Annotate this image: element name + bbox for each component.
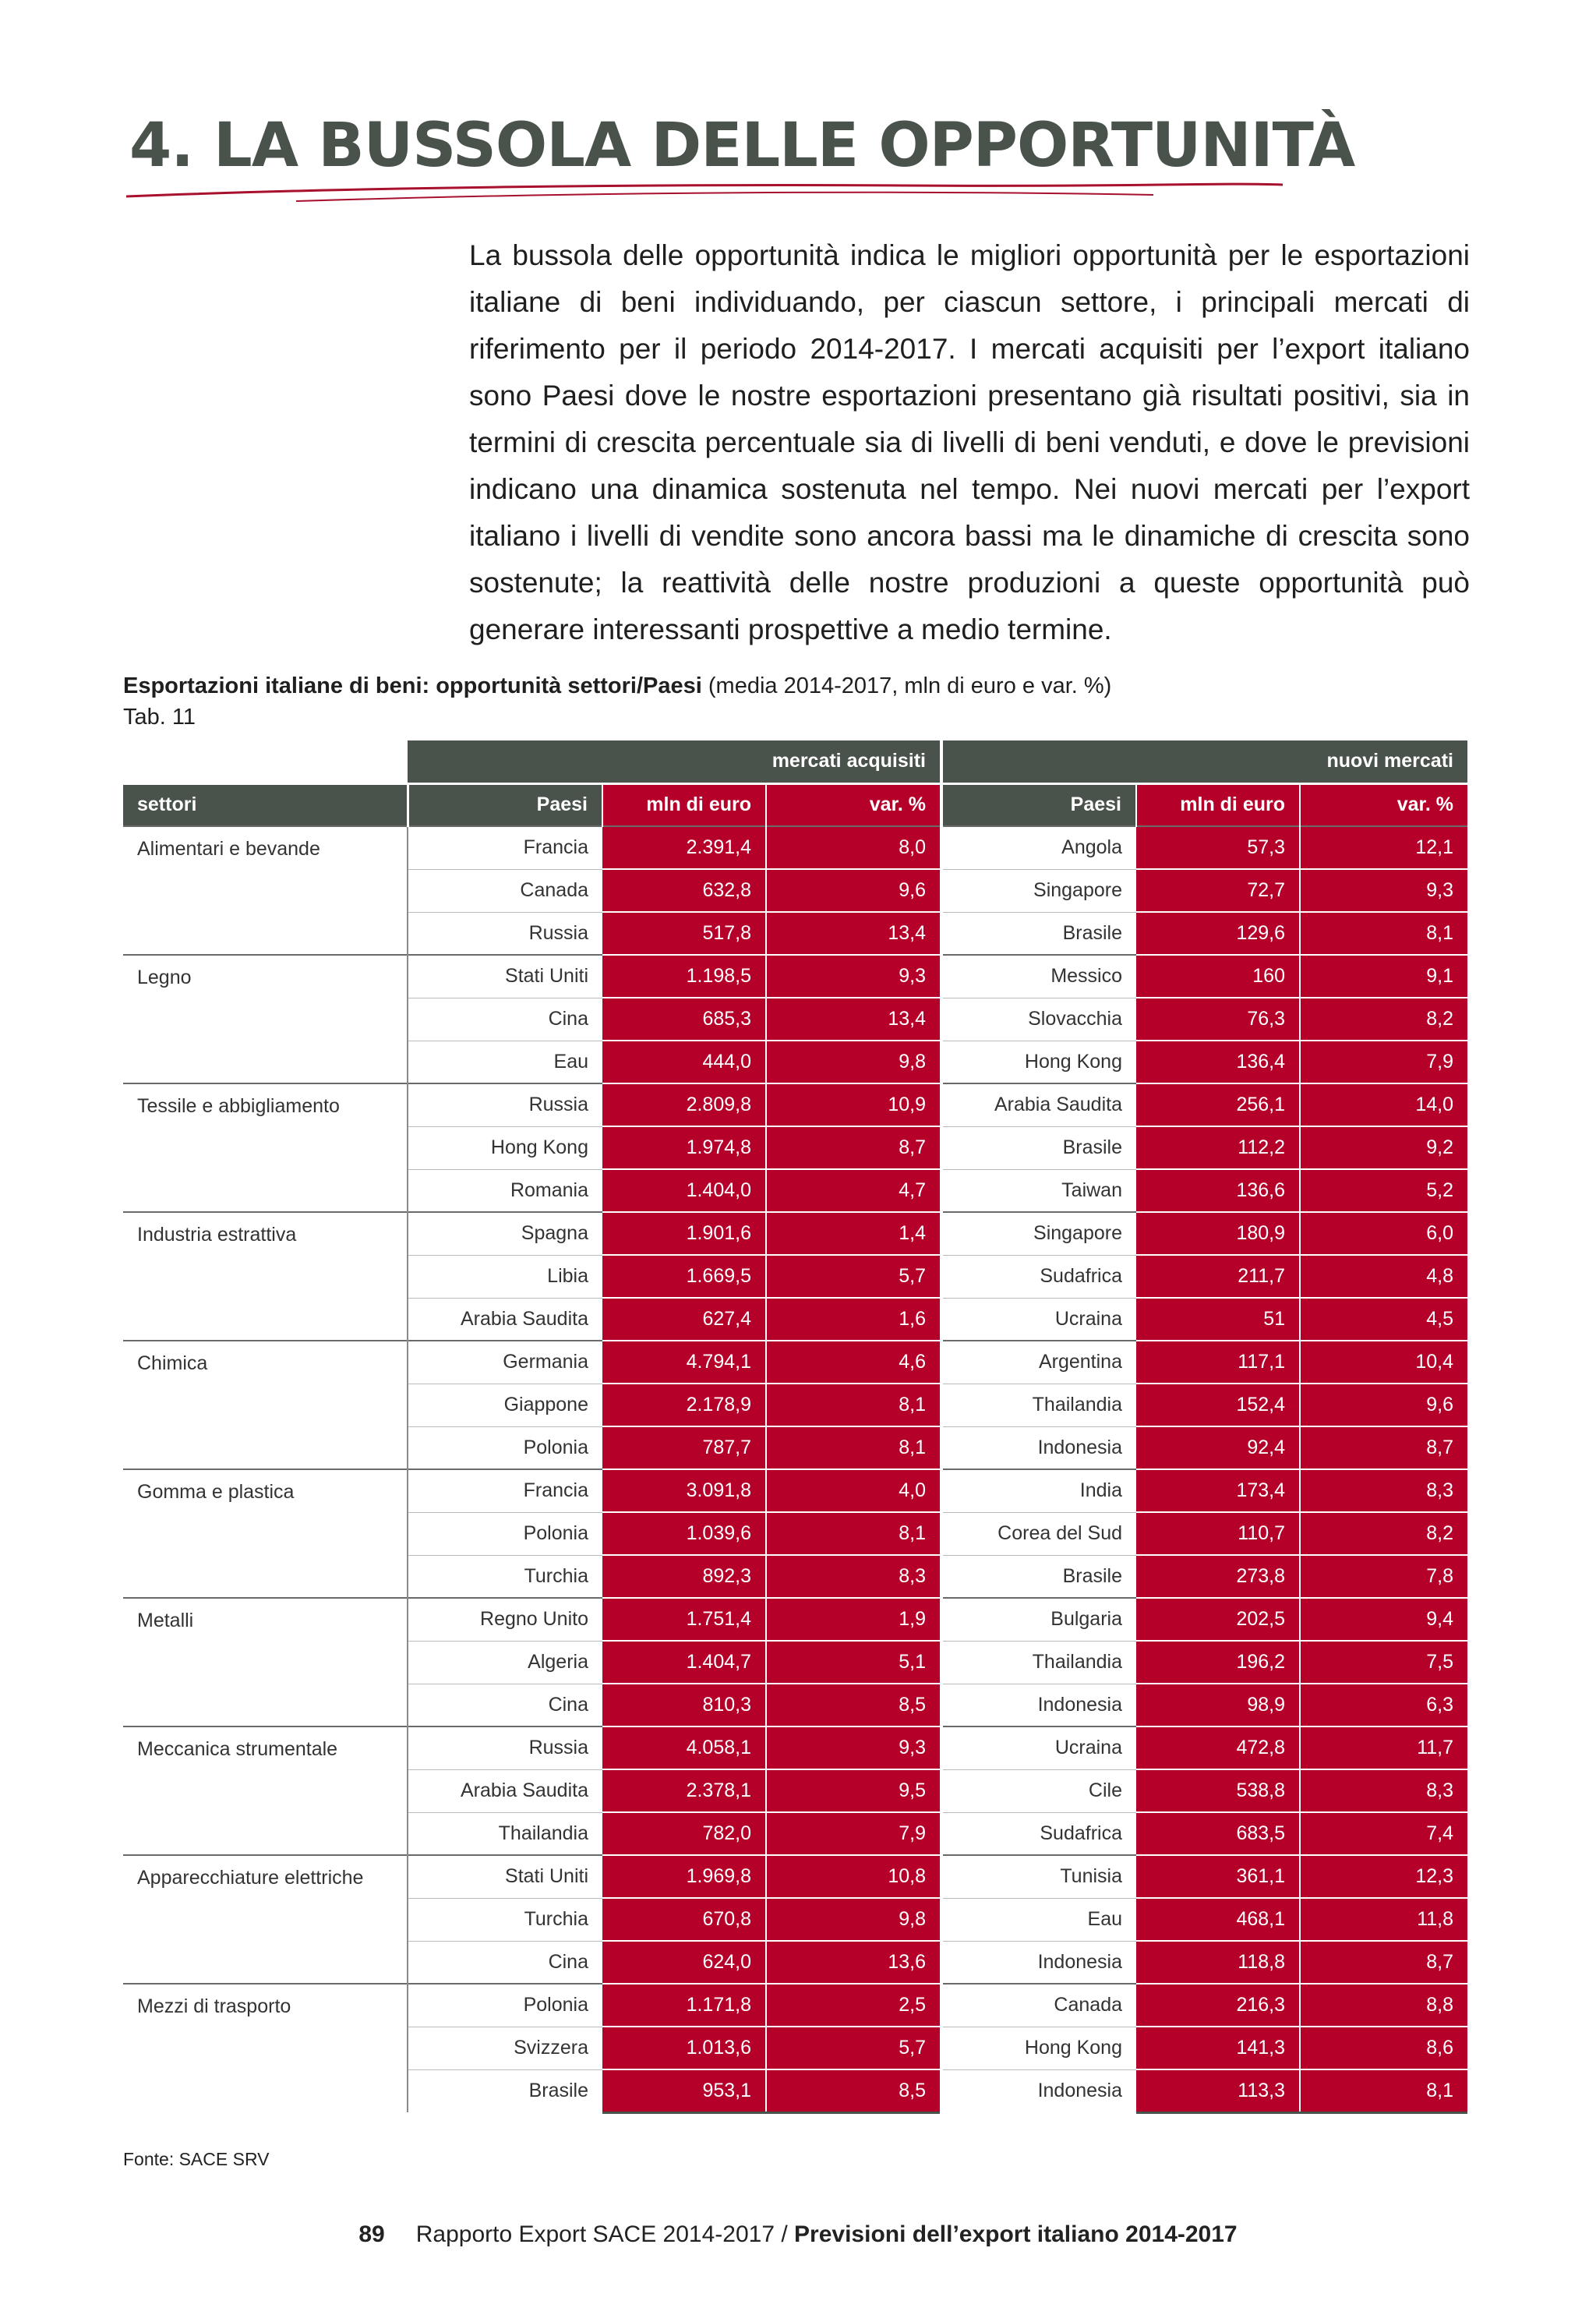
acquired-country: Francia	[408, 826, 602, 869]
acquired-var: 13,6	[766, 1941, 941, 1984]
acquired-var: 8,7	[766, 1126, 941, 1169]
acquired-value: 1.751,4	[602, 1598, 766, 1641]
new-var: 7,5	[1300, 1641, 1467, 1684]
sector-name: Chimica	[123, 1341, 408, 1469]
acquired-country: Russia	[528, 921, 588, 944]
acquired-country: Cina	[408, 998, 602, 1041]
acquired-country: Stati Uniti	[408, 955, 602, 998]
acquired-country: Thailandia	[498, 1822, 588, 1844]
acquired-var: 13,4	[766, 998, 941, 1041]
title-underline	[125, 181, 1286, 204]
table-caption	[123, 672, 1111, 700]
new-value: 256,1	[1136, 1083, 1300, 1126]
new-var: 11,7	[1300, 1726, 1467, 1769]
new-value: 112,2	[1136, 1126, 1300, 1169]
new-country: Brasile	[941, 1126, 1136, 1169]
new-var: 4,5	[1300, 1298, 1467, 1341]
acquired-var: 1,6	[766, 1298, 941, 1341]
sector-name: Meccanica strumentale	[123, 1726, 408, 1855]
new-country: Cile	[941, 1769, 1136, 1812]
new-country: Eau	[941, 1898, 1136, 1941]
acquired-value: 517,8	[602, 912, 766, 955]
acquired-value: 1.669,5	[602, 1255, 766, 1298]
acquired-var: 9,6	[766, 869, 941, 912]
new-country: Sudafrica	[941, 1255, 1136, 1298]
acquired-value: 4.794,1	[602, 1341, 766, 1384]
new-value: 211,7	[1136, 1255, 1300, 1298]
group-header-acquired: mercati acquisiti	[408, 740, 941, 783]
acquired-var: 13,4	[766, 912, 941, 955]
new-country: Indonesia	[941, 1684, 1136, 1726]
acquired-country: Russia	[408, 1083, 602, 1126]
col-header-value-acquired: mln di euro	[602, 783, 766, 826]
new-value: 51	[1136, 1298, 1300, 1341]
acquired-var: 2,5	[766, 1984, 941, 2027]
new-country: Hong Kong	[941, 1041, 1136, 1083]
acquired-value: 1.969,8	[602, 1855, 766, 1898]
sector-name: Gomma e plastica	[123, 1469, 408, 1598]
new-var: 12,3	[1300, 1855, 1467, 1898]
opportunities-table	[123, 740, 1467, 2114]
new-var: 8,6	[1300, 2027, 1467, 2069]
new-var: 8,1	[1300, 912, 1467, 955]
acquired-country: Algeria	[408, 1641, 602, 1684]
sector-name: Legno	[123, 955, 408, 1083]
acquired-country: Giappone	[408, 1384, 602, 1426]
column-header-row	[123, 783, 1467, 826]
table-row	[123, 1855, 1467, 1898]
intro-paragraph: La bussola delle opportunità indica le migliori opportunità per le esportazioni italiane di beni individuando, per ciascun settore, i principali mercati di riferimento per il periodo 2014-2017. I mercati acquisiti per l’export italiano sono Paesi dove le nostre esportazioni presentano già risultati positivi, sia in termini di crescita percentuale sia di livelli di beni venduti, e dove le previsioni indicano una dinamica sostenuta nel tempo. Nei nuovi mercati per l’export italiano i livelli di vendite sono ancora bassi ma le dinamiche di crescita sono sostenute; la reattività delle nostre produzioni a queste opportunità può generare interessanti prospettive a medio termine.	[469, 239, 1470, 645]
new-value: 113,3	[1136, 2069, 1300, 2112]
acquired-country: Turchia	[524, 1564, 588, 1587]
new-value: 136,6	[1136, 1169, 1300, 1212]
acquired-var: 8,3	[766, 1555, 941, 1598]
new-country: Angola	[941, 826, 1136, 869]
table-caption-title: Esportazioni italiane di beni: opportunità settori/Paesi	[123, 673, 702, 698]
col-header-sector: settori	[123, 783, 408, 826]
acquired-value: 810,3	[602, 1684, 766, 1726]
new-value: 538,8	[1136, 1769, 1300, 1812]
acquired-var: 9,3	[766, 1726, 941, 1769]
table-row	[123, 1726, 1467, 1769]
acquired-value: 892,3	[602, 1555, 766, 1598]
new-value: 118,8	[1136, 1941, 1300, 1984]
new-value: 202,5	[1136, 1598, 1300, 1641]
group-header-new: nuovi mercati	[941, 740, 1467, 783]
acquired-value: 1.039,6	[602, 1512, 766, 1555]
col-header-var-acquired: var. %	[766, 783, 941, 826]
acquired-value: 627,4	[602, 1298, 766, 1341]
new-var: 9,6	[1300, 1384, 1467, 1426]
acquired-country: Francia	[408, 1469, 602, 1512]
acquired-value: 670,8	[602, 1898, 766, 1941]
sector-name: Tessile e abbigliamento	[123, 1083, 408, 1212]
new-var: 7,4	[1300, 1812, 1467, 1855]
new-country: Ucraina	[941, 1298, 1136, 1341]
new-var: 11,8	[1300, 1898, 1467, 1941]
new-value: 152,4	[1136, 1384, 1300, 1426]
acquired-country: Germania	[408, 1341, 602, 1384]
acquired-var: 5,1	[766, 1641, 941, 1684]
group-header-spacer	[123, 740, 408, 783]
acquired-var: 8,5	[766, 2069, 941, 2112]
new-var: 9,3	[1300, 869, 1467, 912]
new-country: Arabia Saudita	[941, 1083, 1136, 1126]
new-country: Messico	[941, 955, 1136, 998]
new-value: 117,1	[1136, 1341, 1300, 1384]
acquired-value: 444,0	[602, 1041, 766, 1083]
new-value: 76,3	[1136, 998, 1300, 1041]
new-value: 180,9	[1136, 1212, 1300, 1255]
new-value: 468,1	[1136, 1898, 1300, 1941]
acquired-var: 8,1	[766, 1384, 941, 1426]
table-row	[123, 1341, 1467, 1384]
acquired-country: Cina	[548, 1693, 588, 1716]
new-country: India	[941, 1469, 1136, 1512]
acquired-value: 685,3	[602, 998, 766, 1041]
new-country: Indonesia	[941, 2069, 1136, 2112]
acquired-country: Canada	[408, 869, 602, 912]
new-country: Canada	[941, 1984, 1136, 2027]
new-var: 8,7	[1300, 1941, 1467, 1984]
group-header-row	[123, 740, 1467, 783]
acquired-value: 1.974,8	[602, 1126, 766, 1169]
acquired-country: Regno Unito	[408, 1598, 602, 1641]
acquired-country: Arabia Saudita	[408, 1769, 602, 1812]
acquired-country: Cina	[548, 1950, 588, 1973]
sector-name: Alimentari e bevande	[123, 826, 408, 955]
acquired-country: Stati Uniti	[408, 1855, 602, 1898]
new-var: 14,0	[1300, 1083, 1467, 1126]
acquired-var: 4,0	[766, 1469, 941, 1512]
col-header-value-new: mln di euro	[1136, 783, 1300, 826]
new-country: Hong Kong	[941, 2027, 1136, 2069]
acquired-country: Polonia	[408, 1512, 602, 1555]
new-value: 361,1	[1136, 1855, 1300, 1898]
new-value: 136,4	[1136, 1041, 1300, 1083]
acquired-value: 2.391,4	[602, 826, 766, 869]
acquired-value: 2.178,9	[602, 1384, 766, 1426]
col-header-countries-acquired: Paesi	[408, 783, 602, 826]
acquired-var: 8,5	[766, 1684, 941, 1726]
acquired-country: Eau	[553, 1050, 588, 1073]
new-country: Brasile	[941, 1555, 1136, 1598]
new-value: 92,4	[1136, 1426, 1300, 1469]
acquired-country: Russia	[408, 1726, 602, 1769]
new-country: Singapore	[941, 869, 1136, 912]
acquired-value: 1.404,7	[602, 1641, 766, 1684]
acquired-var: 9,3	[766, 955, 941, 998]
acquired-country: Turchia	[408, 1898, 602, 1941]
new-country: Sudafrica	[941, 1812, 1136, 1855]
new-value: 173,4	[1136, 1469, 1300, 1512]
acquired-country: Spagna	[408, 1212, 602, 1255]
acquired-value: 1.404,0	[602, 1169, 766, 1212]
acquired-value: 953,1	[602, 2069, 766, 2112]
acquired-value: 3.091,8	[602, 1469, 766, 1512]
new-var: 12,1	[1300, 826, 1467, 869]
new-country: Indonesia	[941, 1941, 1136, 1984]
page-number: 89	[358, 2221, 385, 2247]
new-country: Brasile	[941, 912, 1136, 955]
acquired-country: Arabia Saudita	[460, 1307, 588, 1330]
page-title: 4. LA BUSSOLA DELLE OPPORTUNITÀ	[129, 111, 1355, 181]
new-var: 7,9	[1300, 1041, 1467, 1083]
new-var: 8,2	[1300, 1512, 1467, 1555]
new-var: 8,1	[1300, 2069, 1467, 2112]
new-country: Singapore	[941, 1212, 1136, 1255]
acquired-var: 10,8	[766, 1855, 941, 1898]
acquired-value: 4.058,1	[602, 1726, 766, 1769]
acquired-var: 1,9	[766, 1598, 941, 1641]
acquired-country: Brasile	[528, 2080, 588, 2102]
acquired-var: 8,1	[766, 1512, 941, 1555]
sector-name: Apparecchiature elettriche	[123, 1855, 408, 1984]
new-country: Thailandia	[941, 1641, 1136, 1684]
acquired-country: Polonia	[408, 1984, 602, 2027]
new-var: 8,2	[1300, 998, 1467, 1041]
acquired-country: Svizzera	[408, 2027, 602, 2069]
acquired-var: 9,8	[766, 1898, 941, 1941]
new-value: 683,5	[1136, 1812, 1300, 1855]
acquired-var: 8,0	[766, 826, 941, 869]
new-country: Slovacchia	[941, 998, 1136, 1041]
acquired-var: 8,1	[766, 1426, 941, 1469]
new-var: 9,2	[1300, 1126, 1467, 1169]
sector-name: Metalli	[123, 1598, 408, 1726]
acquired-var: 5,7	[766, 1255, 941, 1298]
new-var: 8,7	[1300, 1426, 1467, 1469]
new-var: 10,4	[1300, 1341, 1467, 1384]
acquired-value: 2.378,1	[602, 1769, 766, 1812]
table-row	[123, 826, 1467, 869]
new-var: 8,3	[1300, 1769, 1467, 1812]
new-var: 8,3	[1300, 1469, 1467, 1512]
new-value: 141,3	[1136, 2027, 1300, 2069]
page-footer	[0, 2221, 1596, 2248]
new-var: 4,8	[1300, 1255, 1467, 1298]
table-row	[123, 1083, 1467, 1126]
footer-report: Rapporto Export SACE 2014-2017 /	[415, 2221, 795, 2247]
col-header-var-new: var. %	[1300, 783, 1467, 826]
acquired-value: 632,8	[602, 869, 766, 912]
col-header-countries-new: Paesi	[941, 783, 1136, 826]
new-var: 7,8	[1300, 1555, 1467, 1598]
new-value: 57,3	[1136, 826, 1300, 869]
acquired-value: 624,0	[602, 1941, 766, 1984]
new-country: Tunisia	[941, 1855, 1136, 1898]
acquired-value: 1.198,5	[602, 955, 766, 998]
acquired-country: Romania	[510, 1179, 588, 1201]
acquired-value: 1.171,8	[602, 1984, 766, 2027]
new-country: Ucraina	[941, 1726, 1136, 1769]
new-value: 129,6	[1136, 912, 1300, 955]
acquired-var: 4,6	[766, 1341, 941, 1384]
acquired-country: Libia	[408, 1255, 602, 1298]
acquired-var: 1,4	[766, 1212, 941, 1255]
acquired-value: 1.013,6	[602, 2027, 766, 2069]
new-var: 8,8	[1300, 1984, 1467, 2027]
sector-name: Mezzi di trasporto	[123, 1984, 408, 2112]
source-note: Fonte: SACE SRV	[123, 2149, 270, 2169]
new-var: 9,1	[1300, 955, 1467, 998]
new-var: 6,0	[1300, 1212, 1467, 1255]
table-body	[123, 826, 1467, 2112]
acquired-var: 4,7	[766, 1169, 941, 1212]
new-value: 110,7	[1136, 1512, 1300, 1555]
acquired-value: 787,7	[602, 1426, 766, 1469]
acquired-var: 9,5	[766, 1769, 941, 1812]
new-value: 98,9	[1136, 1684, 1300, 1726]
footer-title: Previsioni dell’export italiano 2014-2017	[794, 2221, 1238, 2247]
table-row	[123, 1984, 1467, 2027]
new-value: 160	[1136, 955, 1300, 998]
new-var: 6,3	[1300, 1684, 1467, 1726]
new-var: 9,4	[1300, 1598, 1467, 1641]
new-value: 196,2	[1136, 1641, 1300, 1684]
acquired-var: 10,9	[766, 1083, 941, 1126]
new-country: Taiwan	[941, 1169, 1136, 1212]
sector-name: Industria estrattiva	[123, 1212, 408, 1341]
new-country: Thailandia	[941, 1384, 1136, 1426]
new-country: Indonesia	[941, 1426, 1136, 1469]
acquired-var: 5,7	[766, 2027, 941, 2069]
new-var: 5,2	[1300, 1169, 1467, 1212]
table-caption-subtitle: (media 2014-2017, mln di euro e var. %)	[701, 673, 1112, 698]
acquired-value: 2.809,8	[602, 1083, 766, 1126]
table-row	[123, 955, 1467, 998]
acquired-country: Hong Kong	[408, 1126, 602, 1169]
acquired-country: Polonia	[523, 1436, 588, 1458]
table-row	[123, 1598, 1467, 1641]
new-value: 72,7	[1136, 869, 1300, 912]
acquired-var: 7,9	[766, 1812, 941, 1855]
acquired-var: 9,8	[766, 1041, 941, 1083]
table-number: Tab. 11	[123, 705, 196, 730]
new-value: 472,8	[1136, 1726, 1300, 1769]
table-row	[123, 1469, 1467, 1512]
acquired-value: 782,0	[602, 1812, 766, 1855]
new-country: Argentina	[941, 1341, 1136, 1384]
new-value: 216,3	[1136, 1984, 1300, 2027]
acquired-value: 1.901,6	[602, 1212, 766, 1255]
new-country: Bulgaria	[941, 1598, 1136, 1641]
new-value: 273,8	[1136, 1555, 1300, 1598]
table-row	[123, 1212, 1467, 1255]
new-country: Corea del Sud	[941, 1512, 1136, 1555]
